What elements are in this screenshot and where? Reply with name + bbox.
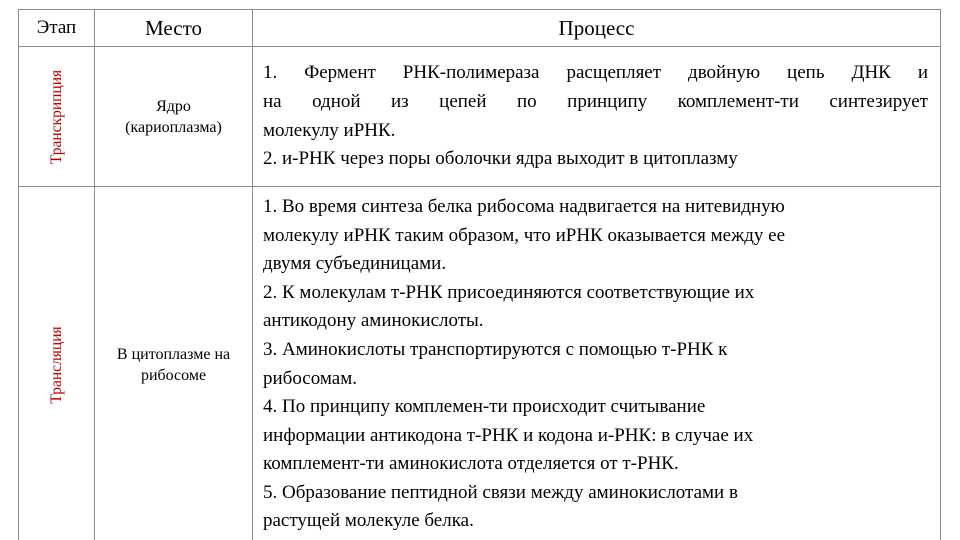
stage-label-translation: Трансляция	[47, 325, 65, 404]
process-line: 2. К молекулам т-РНК присоединяются соответствующие их	[263, 281, 755, 303]
table-header-row	[19, 10, 941, 47]
table-row-translation	[19, 187, 941, 540]
process-line: рибосомам.	[263, 367, 357, 389]
stage-cell-translation	[19, 187, 95, 540]
process-line: 1. Во время синтеза белка рибосома надвигается на нитевидную	[263, 195, 785, 217]
stage-label-transcription: Транскрипция	[47, 69, 65, 164]
process-line: 2. и-РНК через поры оболочки ядра выходит в цитоплазму	[263, 148, 738, 170]
process-line: 3. Аминокислоты транспортируются с помощью т-РНК к	[263, 338, 728, 360]
process-line: комплемент-ти аминокислота отделяется от т-РНК.	[263, 453, 679, 475]
header-stage: Этап	[19, 10, 95, 47]
table-row-transcription	[19, 47, 941, 187]
process-line: растущей молекуле белка.	[263, 510, 474, 532]
place-line: В цитоплазме на	[116, 345, 231, 363]
header-process: Процесс	[253, 10, 941, 47]
stage-cell-transcription	[19, 47, 95, 187]
process-line: информации антикодона т-РНК и кодона и-РНК: в случае их	[263, 424, 754, 446]
process-line: двумя субъединицами.	[263, 253, 447, 275]
place-line: (кариоплазма)	[125, 118, 222, 136]
header-place: Место	[95, 10, 253, 47]
process-cell-transcription	[253, 47, 941, 187]
process-cell-translation	[253, 187, 941, 540]
process-line: на одной из цепей по принципу комплемент-ти синтезирует	[263, 90, 928, 112]
process-line: молекулу иРНК таким образом, что иРНК оказывается между ее	[263, 224, 786, 246]
process-line: 1. Фермент РНК-полимераза расщепляет двойную цепь ДНК и	[263, 62, 928, 84]
place-line: Ядро	[156, 97, 191, 115]
place-cell-transcription	[95, 47, 253, 187]
process-line: антикодону аминокислоты.	[263, 310, 484, 332]
place-cell-translation	[95, 187, 253, 540]
process-table	[18, 9, 941, 540]
process-line: молекулу иРНК.	[263, 119, 396, 141]
process-line: 4. По принципу комплемен-ти происходит считывание	[263, 396, 706, 418]
process-line: 5. Образование пептидной связи между аминокислотами в	[263, 481, 738, 503]
place-line: рибосоме	[140, 366, 207, 384]
